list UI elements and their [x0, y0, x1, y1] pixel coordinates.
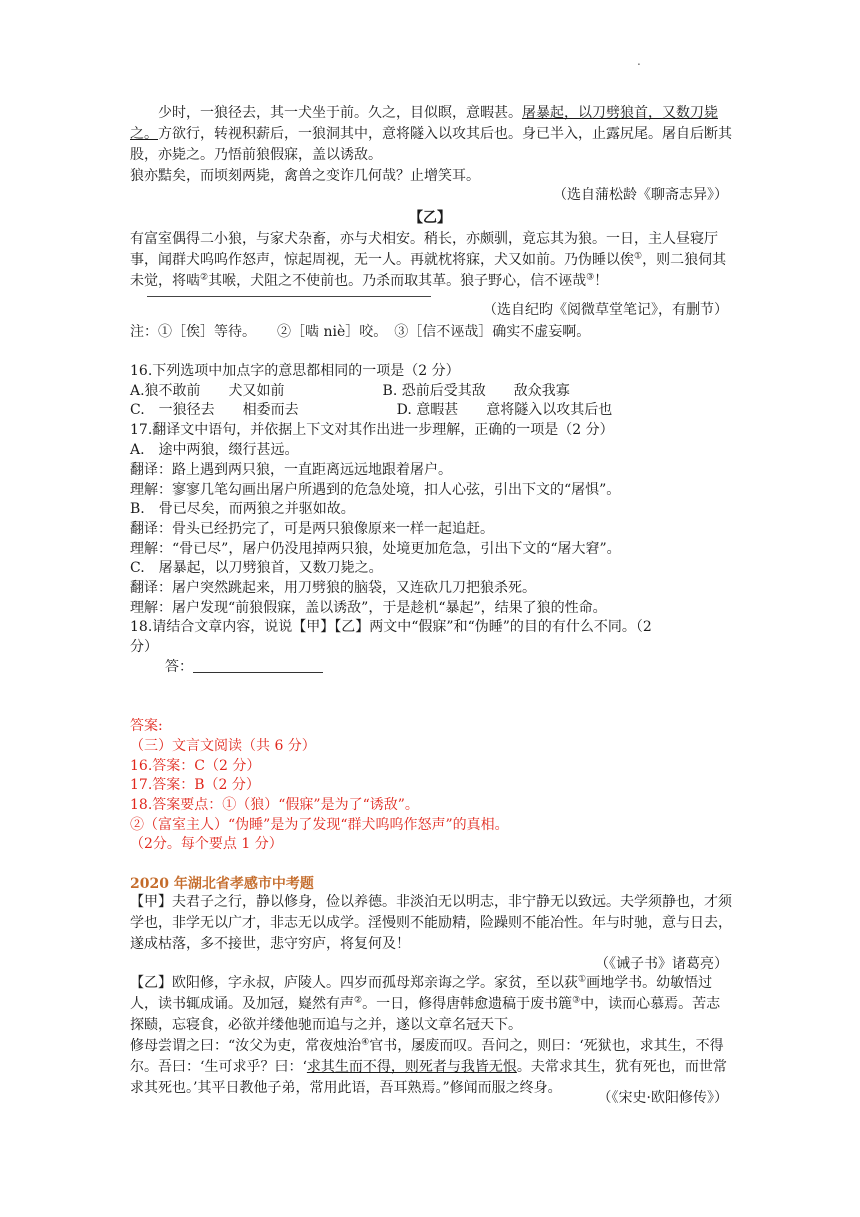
- note-marker-4: ④: [361, 1037, 370, 1048]
- question-line: A. 途中两狼，缀行甚远。: [130, 442, 299, 458]
- yi-source: （选自纪昀《阅微草堂笔记》，有删节）: [483, 302, 728, 318]
- yi2-text-d: 中，读而心慕焉。苦志探赜，忘寝食，必欲并缕他驰而追与之并，遂以文章名冠天下。: [130, 996, 721, 1033]
- question-line: C. 一狼径去 相委而去 D. 意暇甚 意将隧入以攻其后也: [130, 402, 613, 418]
- note-marker-2: ②: [200, 272, 209, 283]
- answer-prompt: 答：: [165, 659, 193, 675]
- question-line: 17.翻译文中语句，并依据上下文对其作出进一步理解，正确的一项是（2 分）: [130, 422, 614, 438]
- answer-text: 16.答案：C（2 分）: [130, 758, 261, 774]
- question-line: B. 骨已尽矣，而两狼之并驱如故。: [130, 501, 355, 517]
- jia-passage-paragraph-1: [130, 103, 732, 166]
- answer-text: 18.答案要点：①（狼）“假寐”是为了“诱敌”。: [130, 797, 419, 813]
- jia2-source: （《诫子书》诸葛亮）: [595, 956, 728, 972]
- section-title: 2020 年湖北省孝感市中考题: [130, 876, 314, 892]
- note-marker-3: ③: [572, 995, 581, 1006]
- jia-underlined-sentence: 屠暴起，以刀劈狼首，又数刀毙之。: [130, 105, 718, 142]
- page-mark: .: [637, 54, 641, 68]
- question-line: 理解：寥寥几笔勾画出屠户所遇到的危急处境，扣人心弦，引出下文的“屠惧”。: [130, 482, 621, 498]
- yi-passage: [130, 229, 732, 292]
- question-line: 理解：屠户发现“前狼假寐，盖以诱敌”，于是趁机“暴起”，结果了狼的性命。: [130, 600, 607, 616]
- note-marker-3: ③: [586, 272, 595, 283]
- yi2-underlined-sentence: 求其生而不得，则死者与我皆无恨: [306, 1059, 517, 1075]
- yi2-text-f: 官书，屡废而叹。吾问之，则曰：‘死狱也，求其生，不得尔。吾曰：‘生可求乎？曰：‘: [130, 1038, 724, 1075]
- jia-text-a: 少时，一狼径去，其一犬坐于前。久之，目似瞑，意暇甚。: [130, 105, 522, 121]
- jia-passage-paragraph-2: 狼亦黠矣，而顷刻两毙，禽兽之变诈几何哉？止增笑耳。: [130, 168, 480, 184]
- yi-text-c: 其喉，犬阻之不使前也。乃杀而取其革。狼子野心，信不诬哉: [208, 273, 587, 289]
- answer-text: （2分。每个要点 1 分）: [130, 836, 283, 852]
- note-marker-1: ①: [578, 974, 587, 985]
- question-line: 分）: [130, 639, 158, 655]
- yi2-text-a: 【乙】欧阳修，字永叔，庐陵人。四岁而孤母郑亲诲之学。家贫，至以荻: [130, 975, 578, 991]
- jia-source: （选自蒲松龄《聊斋志异》）: [553, 187, 728, 203]
- yi-text-a: 有富室偶得二小狼，与家犬杂畜，亦与犬相安。稍长，亦颇驯，竟忘其为狼。一日，主人昼寝厅事，闻群犬呜呜作怒声，惊起周视，无一人。再就枕将寐，犬又如前。乃伪睡以俟: [130, 231, 718, 268]
- yi-text-d: ！: [594, 273, 609, 289]
- note-marker-2: ②: [354, 995, 363, 1006]
- yi2-text-b: 画地学书。幼敏悟过人，读书辄成诵。及加冠，嶷然有声: [130, 975, 713, 1012]
- jia2-passage: 【甲】夫君子之行，静以修身，俭以养德。非淡泊无以明志，非宁静无以致远。夫学须静也，才须学也，非学无以广才，非志无以成学。淫慢则不能励精，险躁则不能冶性。年与时驰，意与日去，遂成枯落，多不接世，悲守穷庐，将复何及！: [130, 894, 732, 952]
- answer-line: [165, 657, 323, 677]
- yi2-passage: [130, 973, 732, 1099]
- yi2-text-c: 。一日，修得唐韩愈遗稿于废书簏: [362, 996, 573, 1012]
- question-line: 理解：“骨已尽”，屠户仍没甩掉两只狼，处境更加危急，引出下文的“屠大窘”。: [130, 541, 621, 557]
- yi-text-b: ，则二狼伺其未觉，将啮: [130, 252, 727, 289]
- yi-heading: 【乙】: [409, 210, 451, 226]
- yi2-text-h: 。夫常求其生，犹有死也，而世常求其死也。’其平日教他子弟，常用此语，吾耳熟焉。”修闻而服之终身。: [130, 1059, 727, 1096]
- question-line: A.狼不敢前 犬又如前 B. 恐前后受其敌 敌众我寡: [130, 383, 570, 399]
- question-line: 翻译：骨头已经扔完了，可是两只狼像原来一样一起追赶。: [130, 521, 494, 537]
- answer-blank[interactable]: [193, 657, 323, 673]
- yi2-text-e: 修母尝谓之曰：“汝父为吏，常夜烛治: [130, 1038, 362, 1054]
- yi2-source: （《宋史·欧阳修传》）: [597, 1090, 728, 1106]
- question-line: C. 屠暴起，以刀劈狼首，又数刀毙之。: [130, 560, 383, 576]
- question-line: 翻译：屠户突然跳起来，用刀劈狼的脑袋，又连砍几刀把狼杀死。: [130, 580, 536, 596]
- divider-line: [147, 296, 431, 297]
- note-marker-1: ①: [634, 251, 643, 262]
- jia-text-b: 方欲行，转视积薪后，一狼洞其中，意将隧入以攻其后也。身已半入，止露尻尾。屠自后断其股，亦毙之。乃悟前狼假寐，盖以诱敌。: [130, 126, 732, 163]
- answer-text: 17.答案：B（2 分）: [130, 777, 260, 793]
- answer-text: ②（富室主人）“伪睡”是为了发现“群犬呜呜作怒声”的真相。: [130, 817, 509, 833]
- question-line: 18.请结合文章内容，说说【甲】【乙】两文中“假寐”和“伪睡”的目的有什么不同。（2: [130, 619, 652, 635]
- annotation-notes: 注：①［俟］等待。 ②［啮 niè］咬。 ③［信不诬哉］确实不虚妄啊。: [130, 324, 591, 340]
- answer-text: 答案:: [130, 718, 163, 734]
- question-line: 翻译：路上遇到两只狼，一直距离远远地跟着屠户。: [130, 462, 452, 478]
- question-line: 16.下列选项中加点字的意思都相同的一项是（2 分）: [130, 363, 460, 379]
- answer-text: （三）文言文阅读（共 6 分）: [130, 738, 316, 754]
